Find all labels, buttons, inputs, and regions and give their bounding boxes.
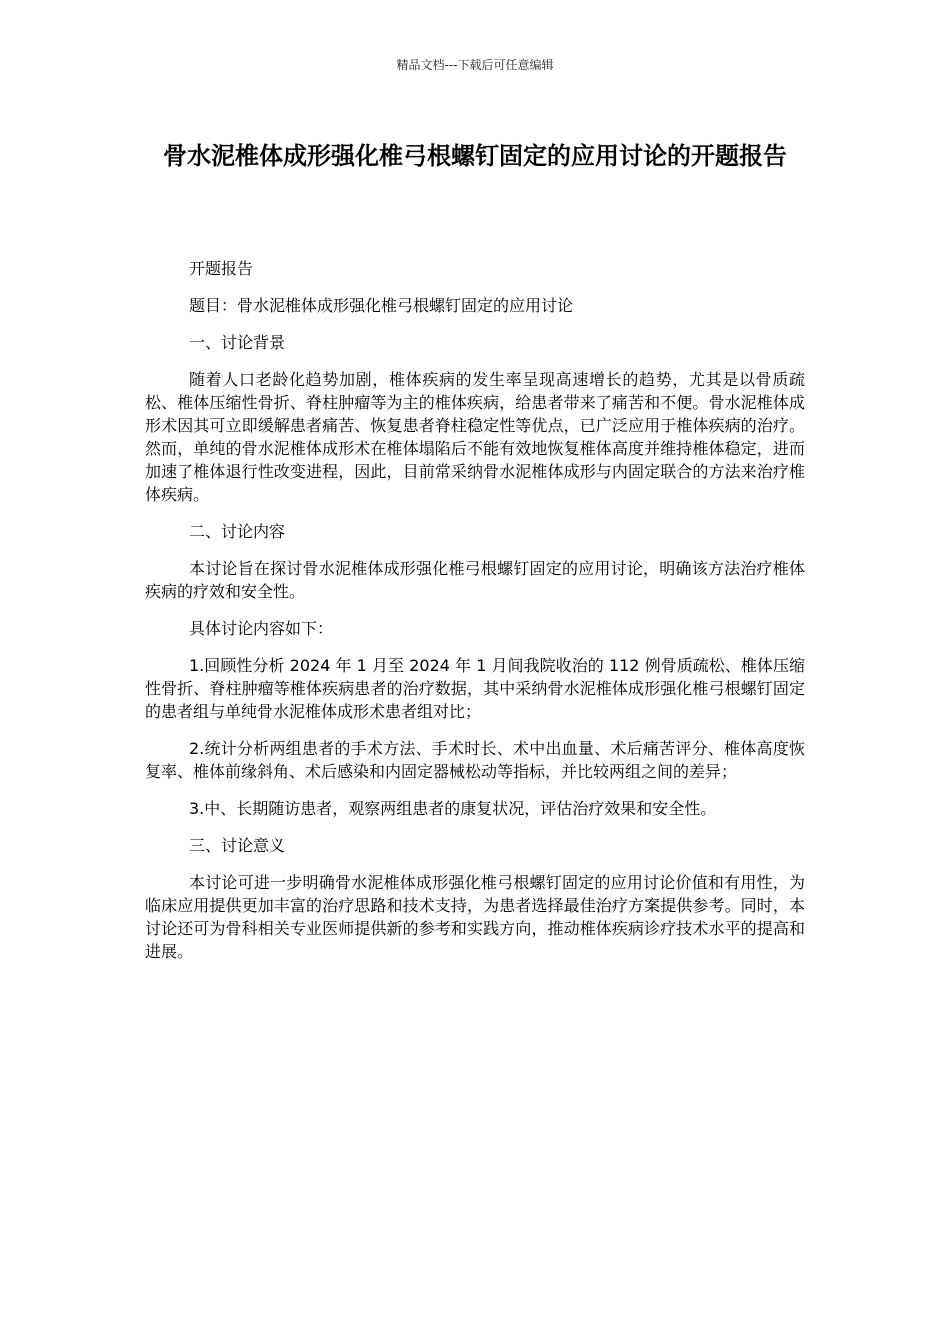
paragraph-background: 随着人口老龄化趋势加剧，椎体疾病的发生率呈现高速增长的趋势，尤其是以骨质疏松、椎体压缩性骨折、脊柱肿瘤等为主的椎体疾病，给患者带来了痛苦和不便。骨水泥椎体成形术因其可立即缓解患者痛苦、恢复患者脊柱稳定性等优点，已广泛应用于椎体疾病的治疗。然而，单纯的骨水泥椎体成形术在椎体塌陷后不能有效地恢复椎体高度并维持椎体稳定，进而加速了椎体退行性改变进程，因此，目前常采纳骨水泥椎体成形与内固定联合的方法来治疗椎体疾病。: [145, 370, 805, 504]
paragraph-significance: 本讨论可进一步明确骨水泥椎体成形强化椎弓根螺钉固定的应用讨论价值和有用性，为临床应用提供更加丰富的治疗思路和技术支持，为患者选择最佳治疗方案提供参考。同时，本讨论还可为骨科相关专业医师提供新的参考和实践方向，推动椎体疾病诊疗技术水平的提高和进展。: [145, 873, 805, 961]
paragraph-content-intro: 具体讨论内容如下：: [189, 619, 334, 638]
paragraph-content-item-1: 1.回顾性分析 2024 年 1 月至 2024 年 1 月间我院收治的 112 例骨质疏松、椎体压缩性骨折、脊柱肿瘤等椎体疾病患者的治疗数据，其中采纳骨水泥椎体成形强化椎弓根螺钉固定的患者组与单纯骨水泥椎体成形术患者组对比；: [145, 656, 805, 721]
paragraph-topic: 题目：骨水泥椎体成形强化椎弓根螺钉固定的应用讨论: [189, 296, 574, 315]
section-heading-significance: 三、讨论意义: [189, 836, 286, 855]
paragraph-content-aim: 本讨论旨在探讨骨水泥椎体成形强化椎弓根螺钉固定的应用讨论，明确该方法治疗椎体疾病的疗效和安全性。: [145, 559, 805, 601]
paragraph-report-label: 开题报告: [189, 259, 254, 278]
header-note: 精品文档---下载后可任意编辑: [396, 58, 554, 72]
section-heading-content: 二、讨论内容: [189, 522, 286, 541]
paragraph-content-item-2: 2.统计分析两组患者的手术方法、手术时长、术中出血量、术后痛苦评分、椎体高度恢复率、椎体前缘斜角、术后感染和内固定器械松动等指标，并比较两组之间的差异；: [145, 739, 805, 781]
section-heading-background: 一、讨论背景: [189, 333, 286, 352]
document-title: 骨水泥椎体成形强化椎弓根螺钉固定的应用讨论的开题报告: [163, 142, 787, 170]
paragraph-content-item-3: 3.中、长期随访患者，观察两组患者的康复状况，评估治疗效果和安全性。: [189, 799, 717, 818]
document-body: [145, 257, 805, 977]
